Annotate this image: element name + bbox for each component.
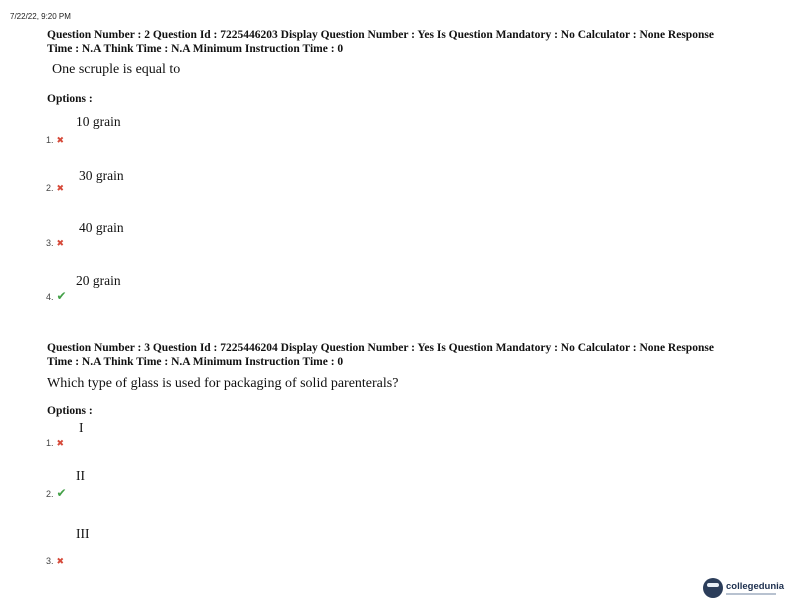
option-number: 1. ✖ [46, 135, 65, 145]
option-text: 20 grain [76, 273, 121, 288]
option-text: III [76, 526, 90, 541]
question-text: Which type of glass is used for packaging of solid parenterals? [47, 376, 399, 391]
question-text: One scruple is equal to [52, 62, 181, 77]
question-meta: Question Number : 3 Question Id : 7225446204 Display Question Number : Yes Is Question Mandatory : No Calculator : None Response Time : N.A Think Time : N.A Minimum Instruction Time : 0 [47, 342, 714, 368]
wrong-mark-icon: ✖ [56, 238, 65, 248]
options-label: Options : [47, 93, 93, 105]
option-text: I [79, 420, 84, 435]
logo-tagline [726, 593, 776, 595]
option-number: 3. ✖ [46, 238, 65, 248]
option-text: II [76, 468, 85, 483]
option-number: 4. ✔ [46, 289, 67, 303]
option-number: 1. ✖ [46, 438, 65, 448]
logo-text: collegedunia [726, 580, 785, 592]
option-number: 3. ✖ [46, 556, 65, 566]
collegedunia-logo [703, 578, 784, 598]
wrong-mark-icon: ✖ [56, 438, 65, 448]
check-mark-icon: ✔ [56, 486, 67, 500]
check-mark-icon: ✔ [56, 289, 67, 303]
option-text: 10 grain [76, 114, 121, 129]
wrong-mark-icon: ✖ [56, 183, 65, 193]
wrong-mark-icon: ✖ [56, 135, 65, 145]
print-timestamp: 7/22/22, 9:20 PM [10, 12, 71, 21]
option-number: 2. ✖ [46, 183, 65, 193]
collegedunia-logo-icon [703, 578, 723, 598]
question-meta: Question Number : 2 Question Id : 7225446203 Display Question Number : Yes Is Question Mandatory : No Calculator : None Response Time : N.A Think Time : N.A Minimum Instruction Time : 0 [47, 29, 714, 55]
option-number: 2. ✔ [46, 486, 67, 500]
option-text: 40 grain [79, 220, 124, 235]
wrong-mark-icon: ✖ [56, 556, 65, 566]
options-label: Options : [47, 405, 93, 417]
option-text: 30 grain [79, 168, 124, 183]
